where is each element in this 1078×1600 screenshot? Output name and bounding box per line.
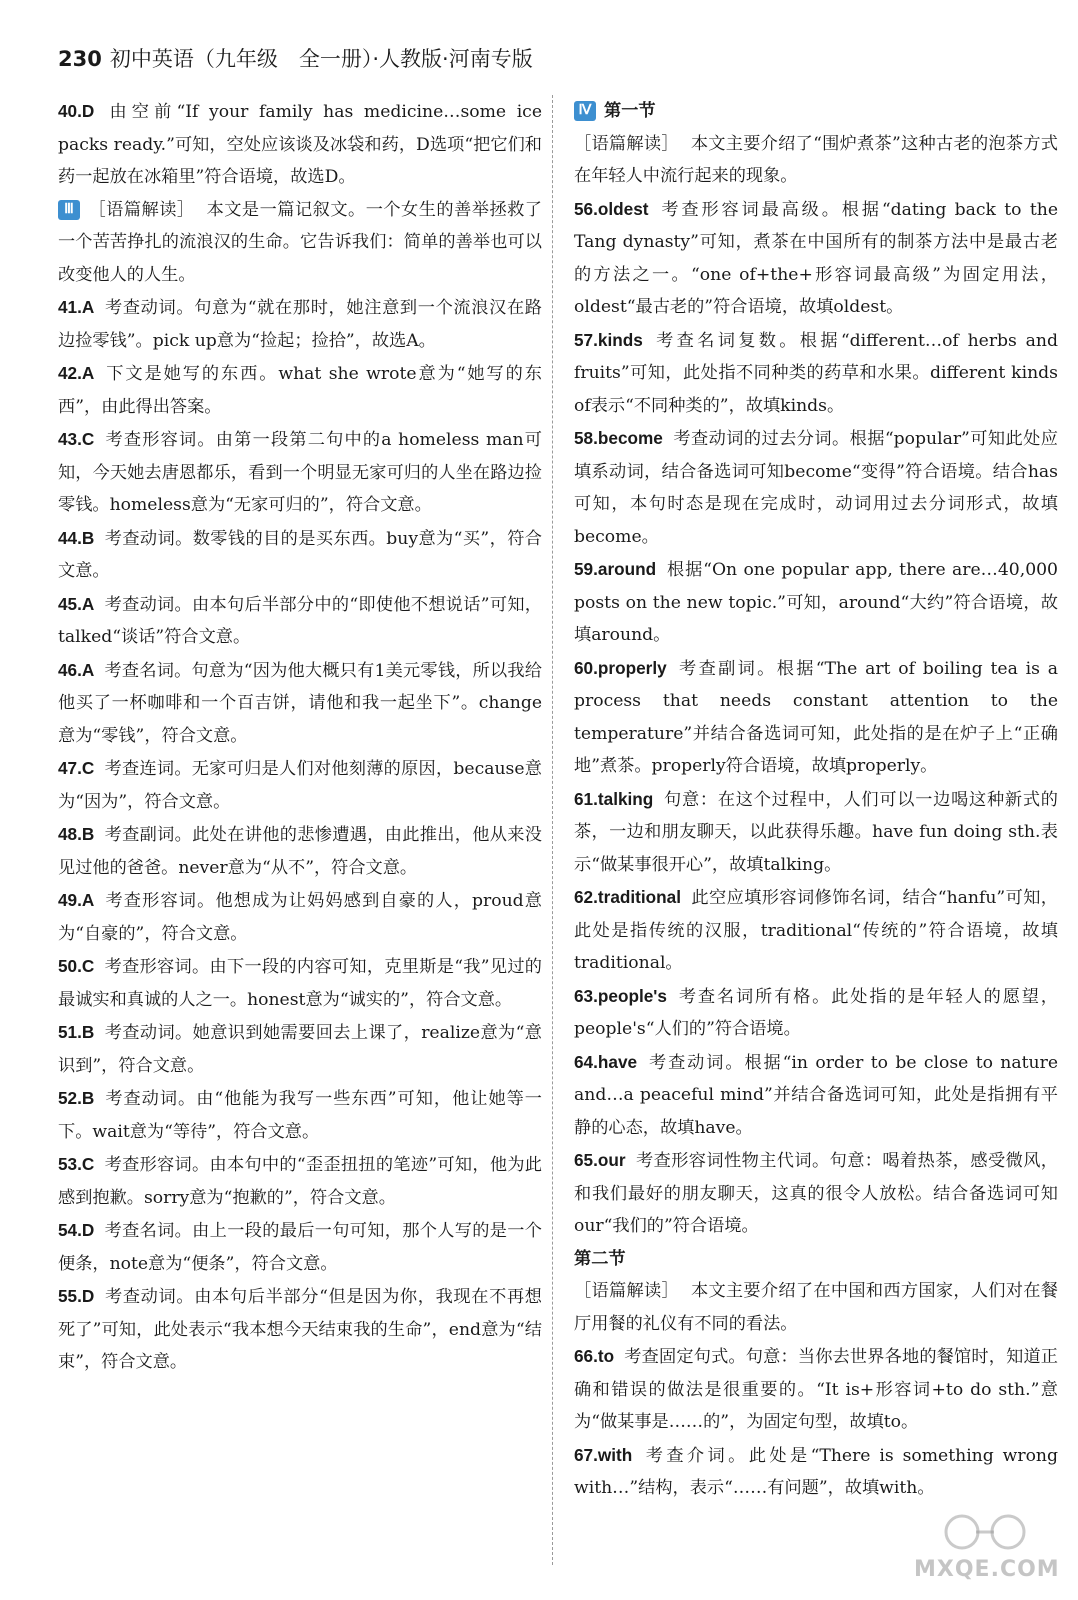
question-index: 58.: [574, 428, 598, 448]
question-index: 63.: [574, 985, 598, 1006]
answer-item: [58, 588, 542, 654]
explanation-text: 本文主要介绍了“围炉煮茶”这种古老的泡茶方式在年轻人中流行起来的现象。: [574, 133, 1058, 186]
explanation-text: 考查连词。无家可归是人们对他刻薄的原因，because意为“因为”，符合文意。: [58, 759, 542, 812]
explanation-text: 考查动词。数零钱的目的是买东西。buy意为“买”，符合文意。: [58, 528, 542, 581]
answer-item: [58, 752, 542, 818]
explanation-text: 下文是她写的东西。what she wrote意为“她写的东西”，由此得出答案。: [58, 364, 542, 417]
question-index: 60.: [574, 657, 598, 678]
answer-item: [574, 980, 1058, 1046]
question-index: 43.: [58, 429, 82, 449]
question-number: [58, 824, 94, 844]
answer-item: [574, 1144, 1058, 1243]
explanation-text: 考查介词。此处是“There is something wrong with…”结构，表示“……有问题”，故填with。: [574, 1445, 1058, 1498]
answer-item: [58, 95, 542, 194]
answer-item: [58, 818, 542, 884]
question-number: [574, 1150, 626, 1170]
answer-key: C: [81, 1154, 95, 1174]
question-number: [574, 1445, 632, 1465]
analysis-tag: ［语篇解读］: [88, 199, 195, 220]
analysis-tag: ［语篇解读］: [574, 1281, 679, 1301]
question-index: 67.: [574, 1444, 598, 1465]
question-index: 41.: [58, 297, 82, 317]
answer-item: [58, 654, 542, 753]
analysis-tag: ［语篇解读］: [574, 133, 679, 154]
question-number: [58, 528, 94, 548]
answer-item: [58, 357, 542, 423]
question-index: 56.: [574, 198, 598, 219]
answer-key: D: [81, 101, 95, 121]
explanation-text: 根据“On one popular app, there are…40,000 posts on the new topic.”可知，around“大约”符合语境，故填around。: [574, 560, 1058, 645]
question-index: 54.: [58, 1220, 82, 1240]
explanation-text: 考查动词。由本句后半部分“但是因为你，我现在不再想死了”可知，此处表示“我本想今天结束我的生命”，end意为“结束”，符合文意。: [58, 1287, 542, 1372]
explanation-text: 本文是一篇记叙文。一个女生的善举拯救了一个苦苦挣扎的流浪汉的生命。它告诉我们：简单的善举也可以改变他人的人生。: [58, 199, 542, 285]
question-index: 52.: [58, 1088, 82, 1108]
section-title: 第二节: [574, 1248, 626, 1269]
answer-key: properly: [597, 657, 667, 678]
answer-item: [574, 1340, 1058, 1439]
question-number: [58, 363, 94, 383]
section-heading: [574, 1243, 1058, 1276]
question-index: 49.: [58, 890, 82, 910]
explanation-text: 考查名词复数。根据“different…of herbs and fruits”可知，此处指不同种类的药草和水果。different kinds of表示“不同种类的”，故填kinds。: [574, 330, 1058, 416]
section-number-badge: Ⅳ: [574, 101, 596, 121]
question-number: [58, 1286, 94, 1306]
answer-key: B: [81, 527, 95, 548]
question-index: 47.: [58, 758, 82, 778]
question-index: 62.: [574, 887, 598, 907]
answer-item: [574, 324, 1058, 423]
explanation-text: 考查形容词。由本句中的“歪歪扭扭的笔迹”可知，他为此感到抱歉。sorry意为“抱歉的”，符合文意。: [58, 1155, 542, 1208]
explanation-text: 考查名词。由上一段的最后一句可知，那个人写的是一个便条，note意为“便条”，符合文意。: [58, 1221, 542, 1274]
explanation-text: 考查动词。句意为“就在那时，她注意到一个流浪汉在路边捡零钱”。pick up意为“捡起；捡拾”，故选A。: [58, 298, 542, 351]
question-number: [574, 559, 656, 579]
question-number: [574, 658, 667, 678]
question-index: 61.: [574, 788, 598, 809]
question-index: 46.: [58, 659, 82, 680]
watermark-logo-icon: [940, 1512, 1030, 1552]
answer-key: D: [81, 1220, 95, 1240]
left-column: [58, 95, 542, 1379]
answer-key: A: [81, 659, 95, 680]
question-number: [58, 890, 94, 910]
answer-key: people's: [597, 985, 667, 1006]
answer-item: [58, 1280, 542, 1379]
question-number: [574, 887, 681, 907]
answer-item: [58, 1016, 542, 1082]
answer-item: [58, 1148, 542, 1214]
answer-key: traditional: [597, 887, 681, 907]
answer-item: [574, 783, 1058, 882]
answer-key: B: [81, 1022, 95, 1042]
question-index: 59.: [574, 559, 598, 579]
answer-key: become: [597, 428, 663, 448]
answer-key: B: [81, 1088, 95, 1108]
question-number: [574, 330, 643, 350]
answer-key: B: [81, 824, 95, 844]
passage-analysis: [574, 128, 1058, 193]
question-index: 66.: [574, 1346, 598, 1366]
answer-key: kinds: [597, 329, 643, 350]
answer-item: [574, 881, 1058, 980]
explanation-text: 考查形容词。他想成为让妈妈感到自豪的人，proud意为“自豪的”，符合文意。: [58, 891, 542, 944]
explanation-text: 考查形容词。由第一段第二句中的a homeless man可知，今天她去唐恩都乐，看到一个明显无家可归的人坐在路边捡零钱。homeless意为“无家可归的”，符合文意。: [58, 430, 542, 515]
explanation-text: 考查动词。根据“in order to be close to nature and…a peaceful mind”并结合备选词可知，此处是指拥有平静的心态，故填have。: [574, 1052, 1058, 1138]
question-number: [574, 1346, 614, 1366]
question-number: [574, 199, 649, 219]
question-number: [58, 101, 94, 121]
answer-item: [58, 1082, 542, 1148]
answer-item: [574, 1046, 1058, 1145]
explanation-text: 考查固定句式。句意：当你去世界各地的餐馆时，知道正确和错误的做法是很重要的。“It is+形容词+to do sth.”意为“做某事是……的”，为固定句型，故填to。: [574, 1347, 1058, 1432]
answer-key: oldest: [597, 198, 649, 219]
section-title: 第一节: [604, 101, 656, 121]
question-number: [58, 1154, 94, 1174]
answer-key: A: [81, 363, 95, 383]
question-index: 51.: [58, 1022, 82, 1042]
question-index: 50.: [58, 956, 82, 976]
explanation-text: 考查名词所有格。此处指的是年轻人的愿望，people's“人们的”符合语境。: [574, 986, 1058, 1039]
answer-item: [574, 1439, 1058, 1505]
question-index: 53.: [58, 1154, 82, 1174]
answer-key: around: [597, 559, 657, 579]
page-number: 230: [58, 47, 102, 71]
question-number: [58, 1022, 94, 1042]
explanation-text: 考查形容词。由下一段的内容可知，克里斯是“我”见过的最诚实和真诚的人之一。honest意为“诚实的”，符合文意。: [58, 957, 542, 1010]
question-index: 42.: [58, 363, 82, 383]
answer-key: C: [81, 956, 95, 976]
explanation-text: 考查副词。此处在讲他的悲惨遭遇，由此推出，他从来没见过他的爸爸。never意为“从不”，符合文意。: [58, 825, 542, 878]
question-number: [574, 986, 667, 1006]
page-header: [58, 42, 1018, 76]
explanation-text: 此空应填形容词修饰名词，结合“hanfu”可知，此处是指传统的汉服，traditional“传统的”符合语境，故填traditional。: [574, 888, 1058, 973]
explanation-text: 考查动词。由“他能为我写一些东西”可知，他让她等一下。wait意为“等待”，符合文意。: [58, 1089, 542, 1142]
answer-key: have: [597, 1051, 638, 1072]
question-index: 44.: [58, 527, 82, 548]
explanation-text: 本文主要介绍了在中国和西方国家，人们对在餐厅用餐的礼仪有不同的看法。: [574, 1281, 1058, 1334]
question-number: [58, 660, 94, 680]
answer-item: [58, 522, 542, 588]
answer-key: C: [81, 429, 95, 449]
answer-item: [58, 291, 542, 357]
right-column: [574, 95, 1058, 1505]
explanation-text: 由空前“If your family has medicine…some ice packs ready.”可知，空处应该谈及冰袋和药，D选项“把它们和药一起放在冰箱里”符合语境，故选D。: [58, 102, 542, 187]
question-number: [58, 1088, 94, 1108]
book-title: 初中英语（九年级 全一册）·人教版·河南专版: [109, 47, 533, 71]
answer-key: A: [81, 890, 95, 910]
section-number-badge: Ⅲ: [58, 200, 80, 220]
answer-key: A: [81, 593, 95, 614]
question-number: [574, 1052, 637, 1072]
question-index: 48.: [58, 824, 82, 844]
answer-item: [574, 553, 1058, 652]
passage-analysis: [574, 1275, 1058, 1340]
explanation-text: 考查副词。根据“The art of boiling tea is a process that needs constant attention to the temperature”并结合备选词可知，此处指的是在炉子上“正确地”煮茶。properly符合语境，故填properly。: [574, 658, 1058, 776]
watermark: [910, 1512, 1060, 1582]
question-index: 40.: [58, 101, 82, 121]
question-number: [58, 758, 94, 778]
passage-analysis: [58, 194, 542, 292]
question-number: [58, 956, 94, 976]
question-number: [574, 789, 653, 809]
answer-key: D: [81, 1286, 95, 1306]
answer-key: C: [81, 758, 95, 778]
explanation-text: 考查动词。她意识到她需要回去上课了，realize意为“意识到”，符合文意。: [58, 1023, 542, 1076]
answer-key: A: [81, 297, 95, 317]
question-index: 65.: [574, 1150, 598, 1170]
explanation-text: 句意：在这个过程中，人们可以一边喝这种新式的茶，一边和朋友聊天，以此获得乐趣。have fun doing sth.表示“做某事很开心”，故填talking。: [574, 789, 1058, 875]
question-index: 57.: [574, 329, 598, 350]
column-divider: [552, 95, 553, 1565]
explanation-text: 考查动词的过去分词。根据“popular”可知此处应填系动词，结合备选词可知become“变得”符合语境。结合has可知，本句时态是现在完成时，动词用过去分词形式，故填become。: [574, 429, 1058, 547]
answer-item: [574, 422, 1058, 553]
answer-item: [574, 193, 1058, 324]
answer-item: [58, 423, 542, 522]
section-heading: [574, 95, 1058, 128]
answer-item: [58, 884, 542, 950]
answer-key: talking: [597, 788, 654, 809]
answer-item: [58, 950, 542, 1016]
answer-key: to: [597, 1346, 615, 1366]
explanation-text: 考查名词。句意为“因为他大概只有1美元零钱，所以我给他买了一杯咖啡和一个百吉饼，请他和我一起坐下”。change意为“零钱”，符合文意。: [58, 660, 542, 746]
question-index: 55.: [58, 1286, 82, 1306]
question-index: 64.: [574, 1051, 598, 1072]
explanation-text: 考查动词。由本句后半部分中的“即使他不想说话”可知，talked“谈话”符合文意。: [58, 594, 542, 647]
question-number: [58, 594, 94, 614]
question-number: [574, 428, 663, 448]
answer-key: our: [597, 1150, 626, 1170]
question-number: [58, 1220, 94, 1240]
watermark-text: MXQE.COM: [914, 1557, 1060, 1582]
answer-item: [574, 652, 1058, 783]
explanation-text: 考查形容词最高级。根据“dating back to the Tang dynasty”可知，煮茶在中国所有的制茶方法中是最古老的方法之一。“one of+the+形容词最高级”为固定用法，oldest“最古老的”符合语境，故填oldest。: [574, 199, 1058, 317]
explanation-text: 考查形容词性物主代词。句意：喝着热茶，感受微风，和我们最好的朋友聊天，这真的很令人放松。结合备选词可知our“我们的”符合语境。: [574, 1151, 1058, 1236]
answer-key: with: [597, 1444, 633, 1465]
question-index: 45.: [58, 593, 82, 614]
question-number: [58, 429, 94, 449]
question-number: [58, 297, 94, 317]
answer-item: [58, 1214, 542, 1280]
